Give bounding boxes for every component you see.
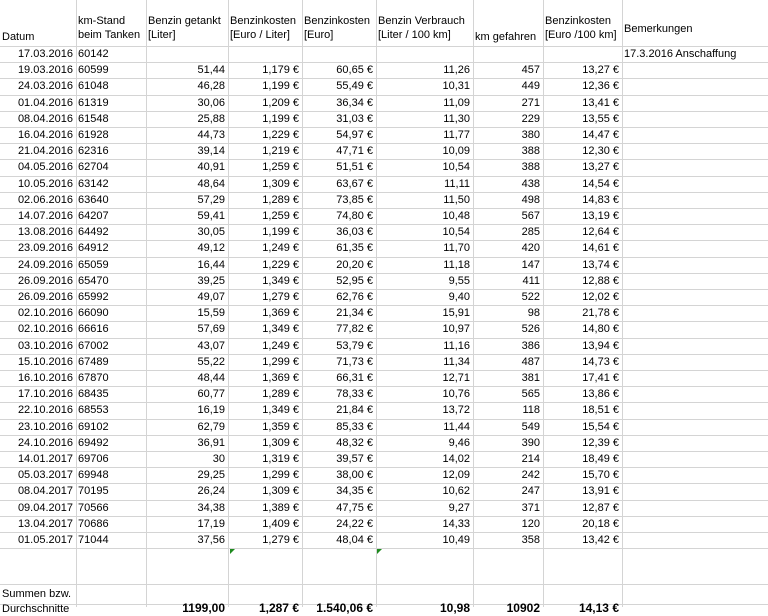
row-gridline xyxy=(0,78,768,79)
cell-liter[interactable]: 60,77 xyxy=(197,388,225,401)
cell-euro[interactable]: 48,32 € xyxy=(336,436,373,449)
cell-km-stand[interactable]: 65059 xyxy=(78,258,109,271)
cell-euro-liter[interactable]: 1,249 € xyxy=(262,339,299,352)
cell-liter[interactable]: 30 xyxy=(212,453,225,465)
cell-euro-liter[interactable]: 1,209 € xyxy=(262,96,299,109)
cell-km-stand[interactable]: 70195 xyxy=(78,485,109,498)
cell-km-stand[interactable]: 66090 xyxy=(78,307,109,320)
cell-km-stand[interactable]: 62316 xyxy=(78,145,109,158)
cell-euro-100km[interactable]: 14,54 € xyxy=(582,177,619,190)
cell-euro-liter[interactable]: 1,319 € xyxy=(262,453,299,465)
cell-datum[interactable]: 01.05.2017 xyxy=(17,534,73,546)
cell-liter[interactable]: 30,06 xyxy=(197,96,225,109)
cell-km-gefahren[interactable]: 388 xyxy=(521,145,540,158)
cell-verbrauch[interactable]: 9,27 xyxy=(448,501,470,514)
cell-verbrauch[interactable]: 11,44 xyxy=(443,420,470,433)
cell-liter[interactable]: 46,28 xyxy=(197,80,225,93)
cell-datum[interactable]: 02.10.2016 xyxy=(17,323,73,336)
cell-euro-100km[interactable]: 18,49 € xyxy=(582,453,619,465)
cell-euro[interactable]: 60,65 € xyxy=(336,64,373,77)
cell-warning-marker xyxy=(230,549,235,554)
cell-km-gefahren[interactable]: 526 xyxy=(521,323,540,336)
row-gridline xyxy=(0,305,768,306)
cell-km-gefahren[interactable]: 386 xyxy=(521,339,540,352)
header-kosten-100km-line1[interactable]: Benzinkosten xyxy=(545,15,612,27)
cell-verbrauch[interactable]: 15,91 xyxy=(442,307,470,320)
cell-km-gefahren[interactable]: 457 xyxy=(521,64,540,77)
cell-euro-100km[interactable]: 13,55 € xyxy=(582,112,619,125)
cell-km-gefahren[interactable]: 118 xyxy=(522,404,540,417)
cell-euro-100km[interactable]: 14,80 € xyxy=(582,323,619,336)
header-km-stand-line1[interactable]: km-Stand xyxy=(78,15,126,27)
cell-km-gefahren[interactable]: 229 xyxy=(521,112,540,125)
cell-km-stand[interactable]: 61319 xyxy=(78,96,109,109)
cell-km-stand[interactable]: 64912 xyxy=(78,242,109,255)
cell-datum[interactable]: 22.10.2016 xyxy=(17,404,73,417)
cell-euro[interactable]: 20,20 € xyxy=(336,258,373,271)
cell-km-stand[interactable]: 62704 xyxy=(78,161,109,174)
cell-verbrauch[interactable]: 10,09 xyxy=(442,145,470,158)
cell-km-gefahren[interactable]: 420 xyxy=(521,242,540,255)
cell-euro[interactable]: 73,85 € xyxy=(336,193,373,206)
cell-km-gefahren[interactable]: 98 xyxy=(527,307,540,320)
cell-liter[interactable]: 15,59 xyxy=(197,307,225,320)
cell-km-stand[interactable]: 63640 xyxy=(78,193,109,206)
cell-liter[interactable]: 48,64 xyxy=(197,177,225,190)
cell-euro-100km[interactable]: 13,19 € xyxy=(582,210,619,222)
cell-km-gefahren[interactable]: 522 xyxy=(521,291,540,303)
header-km-stand-line2[interactable]: beim Tanken xyxy=(78,29,141,41)
cell-datum[interactable]: 02.10.2016 xyxy=(17,307,73,320)
cell-euro-liter[interactable]: 1,219 € xyxy=(262,145,299,158)
cell-km-stand[interactable]: 70686 xyxy=(78,517,109,530)
cell-euro-liter[interactable]: 1,299 € xyxy=(262,469,299,482)
cell-euro-100km[interactable]: 12,87 € xyxy=(582,501,619,514)
cell-datum[interactable]: 16.10.2016 xyxy=(17,372,73,384)
cell-euro-100km[interactable]: 12,30 € xyxy=(582,145,619,158)
cell-euro-100km[interactable]: 13,91 € xyxy=(582,485,619,498)
header-bemerkungen[interactable]: Bemerkungen xyxy=(624,23,693,35)
cell-verbrauch[interactable]: 10,97 xyxy=(442,323,470,336)
cell-euro[interactable]: 53,79 € xyxy=(336,339,373,352)
header-benzin-getankt-line1[interactable]: Benzin getankt xyxy=(148,15,221,27)
cell-euro-100km[interactable]: 14,47 € xyxy=(582,129,619,141)
cell-liter[interactable]: 59,41 xyxy=(197,210,225,222)
cell-verbrauch[interactable]: 11,09 xyxy=(443,96,470,109)
cell-liter[interactable]: 39,25 xyxy=(197,274,225,287)
cell-km-stand[interactable]: 65992 xyxy=(78,291,109,303)
header-verbrauch-line1[interactable]: Benzin Verbrauch xyxy=(378,15,465,27)
cell-euro[interactable]: 48,04 € xyxy=(336,534,373,546)
cell-km-gefahren[interactable]: 565 xyxy=(521,388,540,401)
cell-km-gefahren[interactable]: 381 xyxy=(521,372,540,384)
cell-liter[interactable]: 37,56 xyxy=(197,534,225,546)
summary-euro[interactable]: 1.540,06 € xyxy=(316,601,373,616)
cell-euro-100km[interactable]: 20,18 € xyxy=(582,517,619,530)
cell-euro-liter[interactable]: 1,299 € xyxy=(262,355,299,368)
cell-datum[interactable]: 14.07.2016 xyxy=(17,210,73,222)
cell-datum[interactable]: 08.04.2017 xyxy=(17,485,73,498)
cell-liter[interactable]: 25,88 xyxy=(197,112,225,125)
row-gridline xyxy=(0,127,768,128)
cell-datum[interactable]: 05.03.2017 xyxy=(17,469,73,482)
cell-liter[interactable]: 57,29 xyxy=(197,193,225,206)
header-verbrauch-line2[interactable]: [Liter / 100 km] xyxy=(378,29,451,41)
cell-verbrauch[interactable]: 10,76 xyxy=(442,388,470,401)
cell-datum[interactable]: 04.05.2016 xyxy=(17,161,73,174)
cell-datum[interactable]: 13.08.2016 xyxy=(17,226,73,239)
cell-datum[interactable]: 01.04.2016 xyxy=(17,96,73,109)
cell-km-gefahren[interactable]: 380 xyxy=(521,129,540,141)
cell-liter[interactable]: 39,14 xyxy=(197,145,225,158)
cell-euro[interactable]: 52,95 € xyxy=(336,274,373,287)
cell-euro[interactable]: 47,75 € xyxy=(336,501,373,514)
cell-euro[interactable]: 34,35 € xyxy=(336,485,373,498)
cell-liter[interactable]: 57,69 xyxy=(197,323,225,336)
cell-euro[interactable]: 77,82 € xyxy=(336,323,373,336)
cell-liter[interactable]: 29,25 xyxy=(197,469,225,482)
cell-km-gefahren[interactable]: 214 xyxy=(521,453,540,465)
cell-verbrauch[interactable]: 10,54 xyxy=(442,161,470,174)
cell-euro-liter[interactable]: 1,199 € xyxy=(262,226,299,239)
cell-verbrauch[interactable]: 10,48 xyxy=(442,210,470,222)
summary-verbrauch[interactable]: 10,98 xyxy=(439,601,470,616)
cell-km-gefahren[interactable]: 438 xyxy=(521,177,540,190)
cell-euro-liter[interactable]: 1,359 € xyxy=(262,420,299,433)
row-gridline xyxy=(0,451,768,452)
cell-euro[interactable]: 24,22 € xyxy=(336,517,373,530)
cell-km-stand[interactable]: 66616 xyxy=(78,323,109,336)
summary-label-line1[interactable]: Summen bzw. xyxy=(2,588,72,601)
cell-km-gefahren[interactable]: 549 xyxy=(521,420,540,433)
cell-km-gefahren[interactable]: 388 xyxy=(521,161,540,174)
cell-km-stand[interactable]: 67489 xyxy=(78,355,109,368)
cell-verbrauch[interactable]: 11,34 xyxy=(443,355,470,368)
row-gridline xyxy=(0,386,768,387)
cell-km-gefahren[interactable]: 449 xyxy=(521,80,540,93)
row-gridline xyxy=(0,548,768,549)
cell-liter[interactable]: 44,73 xyxy=(197,129,225,141)
cell-km-stand[interactable]: 71044 xyxy=(78,534,109,546)
cell-liter[interactable]: 34,38 xyxy=(197,501,225,514)
cell-euro-100km[interactable]: 12,36 € xyxy=(582,80,619,93)
cell-verbrauch[interactable]: 10,49 xyxy=(442,534,470,546)
cell-liter[interactable]: 49,07 xyxy=(197,291,225,303)
cell-euro-100km[interactable]: 17,41 € xyxy=(582,372,619,384)
cell-euro-liter[interactable]: 1,309 € xyxy=(262,177,299,190)
cell-km-gefahren[interactable]: 390 xyxy=(521,436,540,449)
header-benzin-getankt-line2[interactable]: [Liter] xyxy=(148,29,176,41)
cell-euro-liter[interactable]: 1,229 € xyxy=(262,258,299,271)
cell-euro-liter[interactable]: 1,259 € xyxy=(262,210,299,222)
cell-datum[interactable]: 13.04.2017 xyxy=(17,517,73,530)
cell-euro-liter[interactable]: 1,349 € xyxy=(262,404,299,417)
cell-euro-100km[interactable]: 13,74 € xyxy=(582,258,619,271)
cell-euro-liter[interactable]: 1,279 € xyxy=(262,534,299,546)
cell-km-stand[interactable]: 61928 xyxy=(78,129,109,141)
header-kosten-euro-line1[interactable]: Benzinkosten xyxy=(304,15,371,27)
cell-km-gefahren[interactable]: 358 xyxy=(521,534,540,546)
cell-km-stand[interactable]: 68553 xyxy=(78,404,109,417)
cell-euro[interactable]: 66,31 € xyxy=(336,372,373,384)
cell-km-gefahren[interactable]: 242 xyxy=(521,469,540,482)
cell-euro[interactable]: 38,00 € xyxy=(336,469,373,482)
cell-km-stand[interactable]: 70566 xyxy=(78,501,109,514)
cell-euro[interactable]: 78,33 € xyxy=(336,388,373,401)
row-gridline xyxy=(0,143,768,144)
cell-verbrauch[interactable]: 11,77 xyxy=(443,129,470,141)
cell-euro-liter[interactable]: 1,279 € xyxy=(262,291,299,303)
cell-euro-liter[interactable]: 1,249 € xyxy=(262,242,299,255)
cell-km-stand[interactable]: 61548 xyxy=(78,112,109,125)
cell-euro-liter[interactable]: 1,349 € xyxy=(262,274,299,287)
cell-km-stand[interactable]: 64492 xyxy=(78,226,109,239)
cell-km-stand[interactable]: 68435 xyxy=(78,388,109,401)
cell-datum[interactable]: 26.09.2016 xyxy=(17,291,73,303)
cell-km-stand[interactable]: 60142 xyxy=(78,48,109,60)
row-gridline xyxy=(0,584,768,585)
cell-km-stand[interactable]: 67870 xyxy=(78,372,109,384)
summary-km[interactable]: 10902 xyxy=(506,601,540,616)
cell-euro-liter[interactable]: 1,309 € xyxy=(262,436,299,449)
cell-euro[interactable]: 36,03 € xyxy=(336,226,373,239)
header-datum[interactable]: Datum xyxy=(2,31,35,43)
cell-verbrauch[interactable]: 14,33 xyxy=(442,517,470,530)
row-gridline xyxy=(0,370,768,371)
cell-km-gefahren[interactable]: 285 xyxy=(521,226,540,239)
cell-liter[interactable]: 26,24 xyxy=(197,485,225,498)
cell-verbrauch[interactable]: 10,54 xyxy=(442,226,470,239)
header-km-gefahren[interactable]: km gefahren xyxy=(475,31,537,43)
summary-euro-100km[interactable]: 14,13 € xyxy=(578,601,619,616)
cell-verbrauch[interactable]: 13,72 xyxy=(442,404,470,417)
row-gridline xyxy=(0,240,768,241)
cell-bemerkung[interactable]: 17.3.2016 Anschaffung xyxy=(624,48,737,60)
cell-datum[interactable]: 15.10.2016 xyxy=(17,355,73,368)
cell-euro-100km[interactable]: 13,42 € xyxy=(582,534,619,546)
cell-datum[interactable]: 24.03.2016 xyxy=(17,80,73,93)
cell-verbrauch[interactable]: 10,31 xyxy=(442,80,470,93)
cell-euro-liter[interactable]: 1,389 € xyxy=(262,501,299,514)
cell-liter[interactable]: 48,44 xyxy=(197,372,225,384)
cell-liter[interactable]: 55,22 xyxy=(197,355,225,368)
header-kosten-100km-line2[interactable]: [Euro /100 km] xyxy=(545,29,617,41)
cell-km-stand[interactable]: 69492 xyxy=(78,436,109,449)
cell-datum[interactable]: 02.06.2016 xyxy=(17,193,73,206)
cell-km-stand[interactable]: 64207 xyxy=(78,210,109,222)
cell-datum[interactable]: 26.09.2016 xyxy=(17,274,73,287)
cell-euro[interactable]: 31,03 € xyxy=(336,112,373,125)
row-gridline xyxy=(0,532,768,533)
cell-liter[interactable]: 40,91 xyxy=(197,161,225,174)
cell-euro[interactable]: 39,57 € xyxy=(336,453,373,465)
cell-liter[interactable]: 51,44 xyxy=(197,64,225,77)
cell-euro-100km[interactable]: 13,27 € xyxy=(582,161,619,174)
cell-euro-liter[interactable]: 1,369 € xyxy=(262,372,299,384)
row-gridline xyxy=(0,208,768,209)
cell-verbrauch[interactable]: 11,26 xyxy=(443,64,470,77)
cell-euro[interactable]: 21,84 € xyxy=(336,404,373,417)
cell-euro-liter[interactable]: 1,289 € xyxy=(262,193,299,206)
cell-euro-liter[interactable]: 1,199 € xyxy=(262,80,299,93)
cell-verbrauch[interactable]: 9,46 xyxy=(448,436,470,449)
cell-datum[interactable]: 23.10.2016 xyxy=(17,420,73,433)
cell-euro[interactable]: 55,49 € xyxy=(336,80,373,93)
cell-datum[interactable]: 17.10.2016 xyxy=(17,388,73,401)
cell-euro[interactable]: 51,51 € xyxy=(336,161,373,174)
cell-km-stand[interactable]: 63142 xyxy=(78,177,109,190)
cell-euro-100km[interactable]: 13,41 € xyxy=(582,96,619,109)
cell-km-gefahren[interactable]: 567 xyxy=(521,210,540,222)
cell-liter[interactable]: 49,12 xyxy=(197,242,225,255)
cell-euro-100km[interactable]: 13,94 € xyxy=(582,339,619,352)
cell-euro[interactable]: 61,35 € xyxy=(336,242,373,255)
cell-km-gefahren[interactable]: 371 xyxy=(521,501,540,514)
cell-verbrauch[interactable]: 9,40 xyxy=(448,291,470,303)
cell-verbrauch[interactable]: 11,16 xyxy=(443,339,470,352)
cell-verbrauch[interactable]: 14,02 xyxy=(442,453,470,465)
cell-datum[interactable]: 08.04.2016 xyxy=(17,112,73,125)
cell-euro-100km[interactable]: 15,70 € xyxy=(582,469,619,482)
cell-liter[interactable]: 43,07 xyxy=(197,339,225,352)
cell-km-stand[interactable]: 67002 xyxy=(78,339,109,352)
cell-km-gefahren[interactable]: 247 xyxy=(521,485,540,498)
cell-liter[interactable]: 16,19 xyxy=(197,404,225,417)
summary-liter[interactable]: 1199,00 xyxy=(182,601,225,616)
cell-euro-liter[interactable]: 1,309 € xyxy=(262,485,299,498)
cell-euro-liter[interactable]: 1,179 € xyxy=(262,64,299,77)
cell-km-gefahren[interactable]: 487 xyxy=(521,355,540,368)
cell-euro[interactable]: 21,34 € xyxy=(336,307,373,320)
cell-km-gefahren[interactable]: 498 xyxy=(521,193,540,206)
cell-verbrauch[interactable]: 11,50 xyxy=(443,193,470,206)
cell-liter[interactable]: 36,91 xyxy=(197,436,225,449)
cell-verbrauch[interactable]: 10,62 xyxy=(442,485,470,498)
cell-km-gefahren[interactable]: 271 xyxy=(521,96,540,109)
cell-euro-100km[interactable]: 15,54 € xyxy=(582,420,619,433)
cell-liter[interactable]: 62,79 xyxy=(197,420,225,433)
cell-euro-liter[interactable]: 1,229 € xyxy=(262,129,299,141)
cell-datum[interactable]: 23.09.2016 xyxy=(17,242,73,255)
cell-euro[interactable]: 47,71 € xyxy=(336,145,373,158)
cell-euro-liter[interactable]: 1,369 € xyxy=(262,307,299,320)
header-kosten-pro-liter-line1[interactable]: Benzinkosten xyxy=(230,15,297,27)
cell-euro-100km[interactable]: 13,27 € xyxy=(582,64,619,77)
cell-datum[interactable]: 24.09.2016 xyxy=(17,258,73,271)
cell-km-gefahren[interactable]: 147 xyxy=(521,258,540,271)
cell-liter[interactable]: 16,44 xyxy=(197,258,225,271)
cell-datum[interactable]: 21.04.2016 xyxy=(17,145,73,158)
cell-km-gefahren[interactable]: 120 xyxy=(521,517,540,530)
cell-datum[interactable]: 17.03.2016 xyxy=(17,48,73,60)
cell-euro-100km[interactable]: 13,86 € xyxy=(582,388,619,401)
cell-euro-100km[interactable]: 12,88 € xyxy=(582,274,619,287)
cell-km-stand[interactable]: 69706 xyxy=(78,453,109,465)
cell-euro-100km[interactable]: 12,64 € xyxy=(582,226,619,239)
cell-liter[interactable]: 17,19 xyxy=(197,517,225,530)
cell-datum[interactable]: 14.01.2017 xyxy=(17,453,73,465)
cell-euro-liter[interactable]: 1,259 € xyxy=(262,161,299,174)
cell-euro-liter[interactable]: 1,409 € xyxy=(262,517,299,530)
cell-euro[interactable]: 36,34 € xyxy=(336,96,373,109)
cell-euro[interactable]: 63,67 € xyxy=(336,177,373,190)
cell-datum[interactable]: 16.04.2016 xyxy=(17,129,73,141)
cell-verbrauch[interactable]: 11,30 xyxy=(443,112,470,125)
cell-km-gefahren[interactable]: 411 xyxy=(522,274,540,287)
cell-verbrauch[interactable]: 11,70 xyxy=(443,242,470,255)
cell-euro[interactable]: 54,97 € xyxy=(336,129,373,141)
cell-euro-100km[interactable]: 18,51 € xyxy=(582,404,619,417)
summary-label-line2[interactable]: Durchschnitte xyxy=(2,603,70,616)
cell-warning-marker xyxy=(377,549,382,554)
cell-verbrauch[interactable]: 12,71 xyxy=(442,372,470,384)
cell-verbrauch[interactable]: 9,55 xyxy=(448,274,470,287)
cell-euro-liter[interactable]: 1,289 € xyxy=(262,388,299,401)
cell-verbrauch[interactable]: 12,09 xyxy=(442,469,470,482)
cell-euro-100km[interactable]: 14,73 € xyxy=(582,355,619,368)
header-kosten-pro-liter-line2[interactable]: [Euro / Liter] xyxy=(230,29,290,41)
summary-euro-liter[interactable]: 1,287 € xyxy=(258,601,299,616)
cell-km-stand[interactable]: 65470 xyxy=(78,274,109,287)
cell-datum[interactable]: 10.05.2016 xyxy=(17,177,73,190)
cell-datum[interactable]: 03.10.2016 xyxy=(17,339,73,352)
cell-km-stand[interactable]: 60599 xyxy=(78,64,109,77)
row-gridline xyxy=(0,321,768,322)
row-gridline xyxy=(0,289,768,290)
cell-verbrauch[interactable]: 11,11 xyxy=(444,177,470,190)
cell-euro-100km[interactable]: 12,39 € xyxy=(582,436,619,449)
cell-euro-100km[interactable]: 14,83 € xyxy=(582,193,619,206)
cell-euro-liter[interactable]: 1,199 € xyxy=(262,112,299,125)
row-gridline xyxy=(0,467,768,468)
cell-euro-liter[interactable]: 1,349 € xyxy=(262,323,299,336)
cell-euro[interactable]: 62,76 € xyxy=(336,291,373,303)
cell-euro[interactable]: 85,33 € xyxy=(336,420,373,433)
cell-km-stand[interactable]: 69102 xyxy=(78,420,109,433)
cell-datum[interactable]: 24.10.2016 xyxy=(17,436,73,449)
cell-euro[interactable]: 74,80 € xyxy=(336,210,373,222)
cell-euro[interactable]: 71,73 € xyxy=(336,355,373,368)
row-gridline xyxy=(0,483,768,484)
cell-datum[interactable]: 19.03.2016 xyxy=(17,64,73,77)
row-gridline xyxy=(0,46,768,47)
header-kosten-euro-line2[interactable]: [Euro] xyxy=(304,29,334,41)
cell-km-stand[interactable]: 69948 xyxy=(78,469,109,482)
cell-euro-100km[interactable]: 21,78 € xyxy=(582,307,619,320)
cell-km-stand[interactable]: 61048 xyxy=(78,80,109,93)
cell-datum[interactable]: 09.04.2017 xyxy=(17,501,73,514)
cell-euro-100km[interactable]: 14,61 € xyxy=(582,242,619,255)
cell-liter[interactable]: 30,05 xyxy=(197,226,225,239)
row-gridline xyxy=(0,62,768,63)
row-gridline xyxy=(0,402,768,403)
row-gridline xyxy=(0,224,768,225)
cell-euro-100km[interactable]: 12,02 € xyxy=(582,291,619,303)
row-gridline xyxy=(0,159,768,160)
cell-verbrauch[interactable]: 11,18 xyxy=(443,258,470,271)
